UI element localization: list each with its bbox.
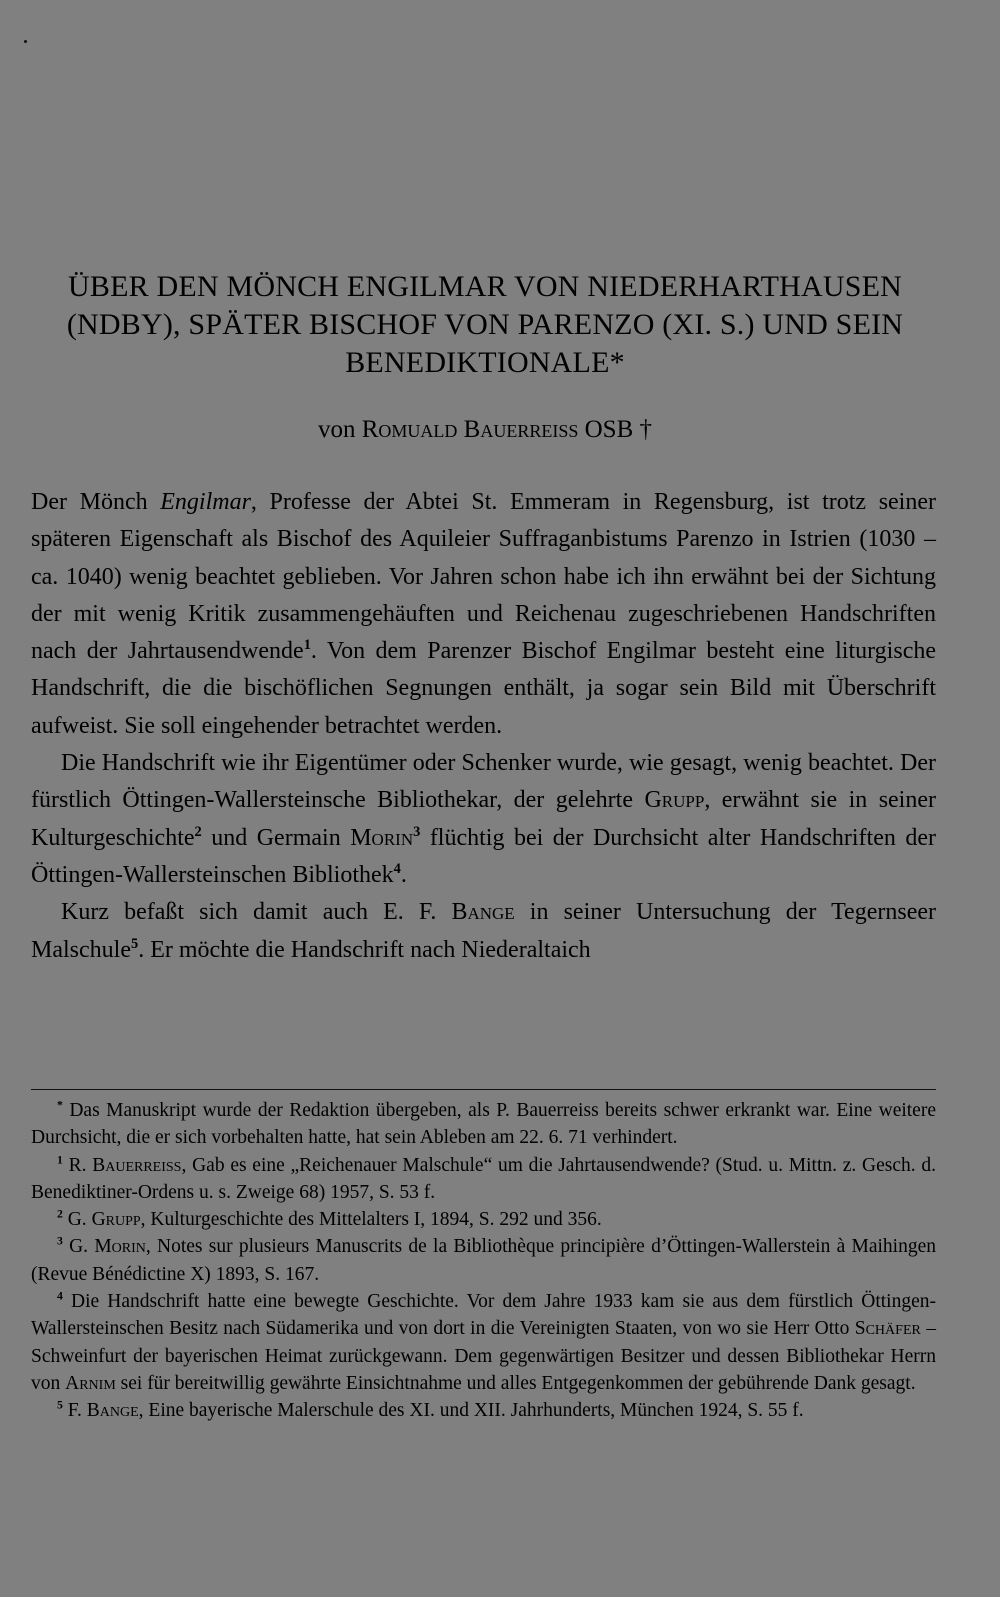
author-prefix: von xyxy=(317,416,356,443)
footnote-ref-1[interactable]: 1 xyxy=(303,637,311,654)
author-line xyxy=(30,414,940,446)
footnote-2: $^2$ G. Grupp, Kulturgeschichte des Mittelalters I, 1894, S. 292 und 356. xyxy=(57,1207,602,1231)
article-title: ÜBER DEN MÖNCH ENGILMAR VON NIEDERHARTHAUSEN (NDBY), SPÄTER BISCHOF VON PARENZO (XI. S.) UND SEIN BENEDIKTIONALE* xyxy=(66,270,904,379)
footnote-ref-2[interactable]: 2 xyxy=(194,823,202,840)
footnote-ref-5[interactable]: 5 xyxy=(130,935,139,952)
footnote-divider xyxy=(31,1089,936,1090)
page-speck xyxy=(24,40,27,43)
footnote-1: $^1$ R. Bauerreiss, Gab es eine „Reichenauer Malschule“ um die Jahrtausendwende? (Stud. u. Mittn. z. Gesch. d. Benediktiner-Ordens u. s. Zweige 68) 1957, S. 53 f. xyxy=(31,1153,936,1203)
footnotes xyxy=(31,1097,936,1425)
footnote-3: $^3$ G. Morin, Notes sur plusieurs Manuscrits de la Bibliothèque principière d’Öttingen-Wallerstein à Maihingen (Revue Bénédictine X) 1893, S. 167. xyxy=(31,1234,936,1285)
author-suffix: OSB † xyxy=(584,416,652,443)
paragraph-3: Kurz befaßt sich damit auch E. F. Bange in seiner Untersuchung der Tegernseer Malschule$^5$. Er möchte die Handschrift nach Niederaltaich xyxy=(31,899,936,963)
engilmar-name: Engilmar xyxy=(160,489,251,515)
main-text xyxy=(31,484,936,969)
author-name: Romuald Bauerreiss xyxy=(361,416,579,443)
footnote-4: $^4$ Die Handschrift hatte eine bewegte Geschichte. Vor dem Jahre 1933 kam sie aus dem fürstlich Öttingen-Wallersteinschen Besitz nach Südamerika und von dort in die Vereinigten Staaten, von wo sie Herr Otto Schäfer – Schweinfurt der bayerischen Heimat zurückgewann. Dem gegenwärtigen Besitzer und dessen Bibliothekar Herrn von Arnim sei für bereitwillig gewährte Einsichtnahme und alles Entgegenkommen der gebührende Dank gesagt. xyxy=(31,1289,936,1394)
footnote-5: $^5$ F. Bange, Eine bayerische Malerschule des XI. und XII. Jahrhunderts, München 1924, S. 55 f. xyxy=(57,1398,804,1422)
footnote-ref-3[interactable]: 3 xyxy=(413,823,421,840)
paragraph-2: Die Handschrift wie ihr Eigentümer oder Schenker wurde, wie gesagt, wenig beachtet. Der fürstlich Öttingen-Wallersteinsche Bibliothekar, der gelehrte Grupp, erwähnt sie in seiner Kulturgeschichte$^2$ und Germain Morin$^3$ flüchtig bei der Durchsicht alter Handschriften der Öttingen-Wallersteinschen Bibliothek$^4$. xyxy=(31,750,936,888)
paragraph-1: Der Mönch Engilmar, Professe der Abtei St. Emmeram in Regensburg, ist trotz seiner späteren Eigenschaft als Bischof des Aquileier Suffraganbistums Parenzo in Istrien (1030 – ca. 1040) wenig beachtet geblieben. Vor Jahren schon habe ich ihn erwähnt bei der Sichtung der mit wenig Kritik zusammengehäuften und Reichenau zugeschriebenen Handschriften nach der Jahrtausendwende$^1$. Von dem Parenzer Bischof Engilmar besteht eine liturgische Handschrift, die die bischöflichen Segnungen enthält, ja sogar sein Bild mit Überschrift aufweist. Sie soll eingehender betrachtet werden. xyxy=(31,489,936,739)
footnote-star: * Das Manuskript wurde der Redaktion übergeben, als P. Bauerreiss bereits schwer erkrankt war. Eine weitere Durchsicht, die er sich vorbehalten hatte, hat sein Ableben am 22. 6. 71 verhindert. xyxy=(31,1098,936,1149)
footnote-ref-4[interactable]: 4 xyxy=(393,860,401,877)
